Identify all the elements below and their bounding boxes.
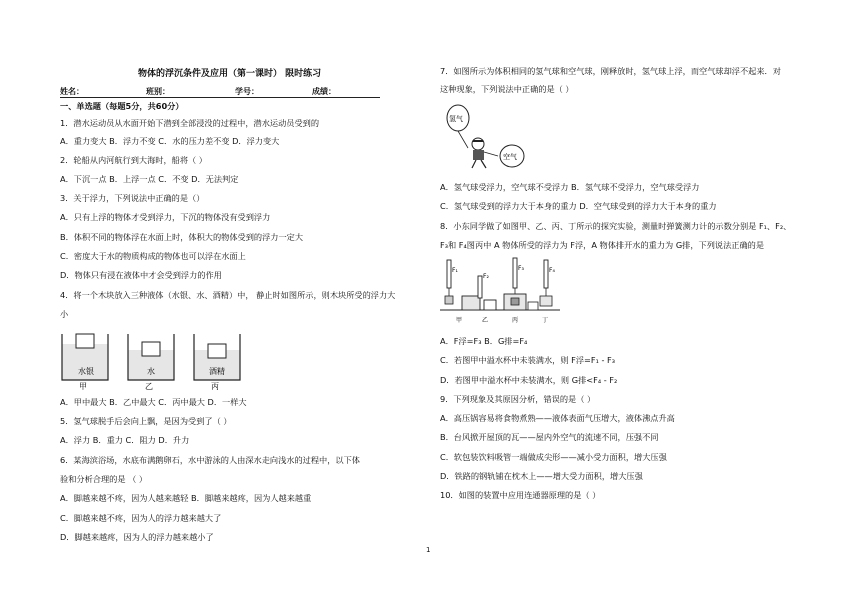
question-line: 8．小东同学做了如图甲、乙、丙、丁所示的探究实验，测量时弹簧测力计的示数分别是 F₁、F₂、 (440, 221, 792, 231)
option-line: A．F浮=F₃ B．G排=F₄ (440, 336, 528, 346)
option-line: C．脚越来越不疼，因为人的浮力越来越大了 (60, 513, 222, 523)
figure-label: 丙 (512, 317, 519, 324)
figure-label: 甲 (456, 317, 463, 324)
option-line: A．下沉一点 B．上浮一点 C．不变 D．无法判定 (60, 174, 239, 184)
page-number: 1 (426, 546, 431, 554)
class-label: 班别： (146, 87, 170, 96)
option-line: C．密度大于水的物质构成的物体也可以浮在水面上 (60, 251, 246, 261)
option-line: A．重力变大 B．浮力不变 C．水的压力差不变 D．浮力变大 (60, 136, 280, 146)
option-line: A．高压锅容易将食物煮熟——液体表面气压增大，液体沸点升高 (440, 413, 675, 423)
q8-experiment-figure (438, 256, 564, 328)
option-line: B．台风掀开屋顶的瓦——屋内外空气的流速不同，压强不同 (440, 432, 659, 442)
question-line: 验和分析合理的是 （ ） (60, 474, 148, 484)
question-line: 3．关于浮力，下列说法中正确的是（） (60, 193, 205, 203)
option-line: A．浮力 B．重力 C．阻力 D．升力 (60, 435, 190, 445)
question-line: 1．潜水运动员从水面开始下潜到全部浸没的过程中，潜水运动员受到的 (60, 118, 320, 128)
liquid-label: 酒精 (209, 367, 225, 376)
question-line: 这种现象，下列说法中正确的是（ ） (440, 84, 574, 94)
question-line: 小 (60, 309, 69, 319)
q4-liquids-figure (60, 330, 260, 392)
question-line: 4．将一个木块放入三种液体（水银、水、酒精）中， 静止时如图所示，则木块所受的浮力大 (60, 290, 396, 300)
figure-label: 乙 (482, 317, 489, 324)
force-label: F₂ (483, 273, 489, 280)
q7-balloons-figure (440, 104, 530, 170)
option-line: D．铁路的钢轨铺在枕木上——增大受力面积，增大压强 (440, 471, 643, 481)
balloon-label: 空气 (503, 153, 517, 161)
question-line: 6．某海滨浴场，水底布满鹅卵石，水中游泳的人由深水走向浅水的过程中，以下体 (60, 455, 360, 465)
liquid-label: 水 (147, 367, 155, 376)
question-line: 9．下列现象及其原因分析，错误的是（ ） (440, 394, 596, 404)
force-label: F₃ (518, 265, 524, 272)
beaker-water (128, 334, 174, 391)
option-line: A．脚越来越不疼，因为人越来越轻 B．脚越来越疼，因为人越来越重 (60, 493, 312, 503)
question-line: 7．如图所示为体积相同的氢气球和空气球，刚释放时，氢气球上浮，而空气球却浮不起来．对 (440, 66, 781, 76)
option-line: A．甲中最大 B．乙中最大 C．丙中最大 D．一样大 (60, 397, 247, 407)
question-line: 5．氢气球脱手后会向上飘，是因为受到了（ ） (60, 416, 232, 426)
figure-label: 甲 (79, 382, 87, 391)
student-info-row (60, 86, 380, 98)
question-line: F₃和 F₄图丙中 A 物体所受的浮力为 F浮，A 物体排开水的重力为 G排，下列说法正确的是 (440, 240, 765, 250)
figure-label: 丙 (211, 382, 219, 391)
beaker-alcohol (194, 334, 240, 391)
option-line: D．脚越来越疼，因为人的浮力越来越小了 (60, 532, 214, 542)
option-line: B．体积不同的物体浮在水面上时，体积大的物体受到的浮力一定大 (60, 232, 304, 242)
score-label: 成绩： (312, 87, 336, 96)
option-line: D．物体只有浸在液体中才会受到浮力的作用 (60, 270, 222, 280)
force-label: F₄ (549, 267, 555, 274)
section-heading: 一、单选题（每题5分，共60分） (60, 101, 184, 111)
option-line: C．若图甲中溢水杯中未装满水，则 F浮=F₁ - F₃ (440, 355, 616, 365)
question-line: 2．轮船从内河航行到大海时，船将（ ） (60, 155, 207, 165)
option-line: C．软包装饮料吸管一端做成尖形——减小受力面积，增大压强 (440, 452, 667, 462)
worksheet-title: 物体的浮沉条件及应用（第一课时） 限时练习 (138, 69, 322, 79)
question-line: 10．如图的装置中应用连通器原理的是（ ） (440, 490, 601, 500)
balloon-label: 氢气 (449, 115, 463, 123)
liquid-label: 水银 (78, 367, 94, 376)
option-line: A．只有上浮的物体才受到浮力，下沉的物体没有受到浮力 (60, 212, 271, 222)
figure-label: 丁 (542, 317, 549, 324)
force-label: F₁ (452, 267, 458, 274)
option-line: A．氢气球受浮力，空气球不受浮力 B．氢气球不受浮力，空气球受浮力 (440, 182, 700, 192)
number-label: 学号： (235, 87, 259, 96)
option-line: D．若图甲中溢水杯中未装满水，则 G排<F₄ - F₂ (440, 375, 618, 385)
beaker-mercury (62, 334, 108, 391)
name-label: 姓名： (60, 87, 84, 96)
option-line: C．氢气球受到的浮力大于本身的重力 D．空气球受到的浮力大于本身的重力 (440, 201, 717, 211)
figure-label: 乙 (145, 382, 153, 391)
